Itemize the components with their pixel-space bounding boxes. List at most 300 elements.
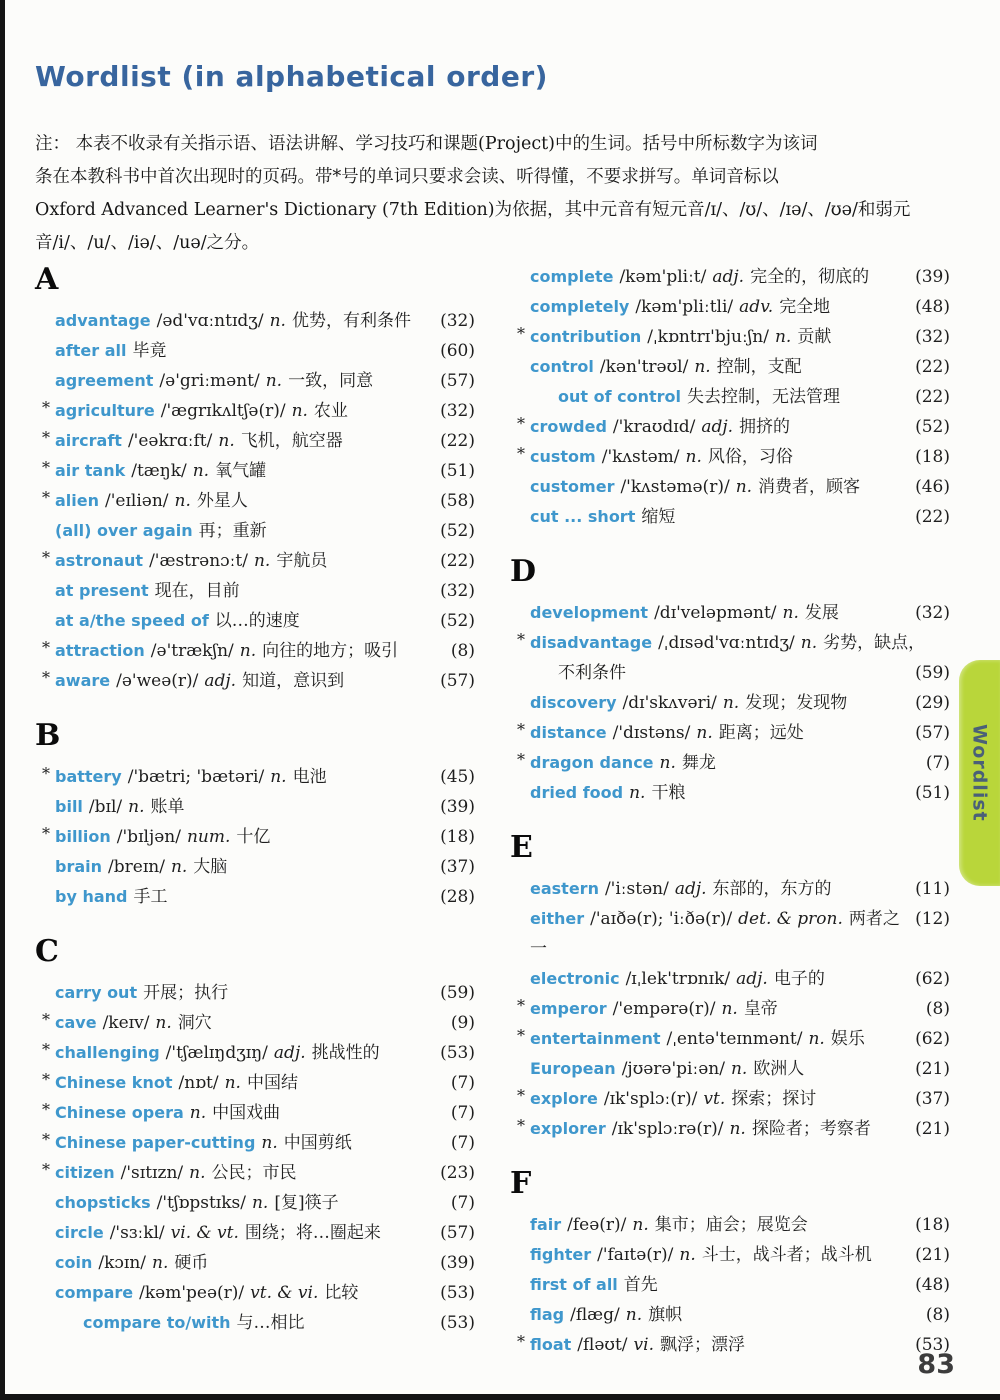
entry-word: battery (55, 767, 122, 786)
entry-word: distance (530, 723, 607, 742)
star-marker: * (517, 720, 525, 739)
entry-page-ref: (22) (915, 387, 950, 407)
note-line: 条在本教科书中首次出现时的页码。带*号的单词只要求会读、听得懂，不要求拼写。单词音标以 (35, 167, 779, 187)
entry-text (530, 1114, 871, 1144)
entry-word: custom (530, 447, 596, 466)
entry-page-ref: (39) (915, 267, 950, 287)
entry-page-ref: (22) (440, 551, 475, 571)
entry-pos: n. (629, 783, 646, 803)
entry-definition: 娱乐 (830, 1029, 865, 1049)
entry-definition: 氧气罐 (215, 461, 267, 481)
wordlist-entry (510, 748, 950, 778)
entry-definition: [复]筷子 (274, 1193, 339, 1213)
right-column (510, 262, 950, 1360)
entry-page-ref: (39) (440, 1253, 475, 1273)
entry-pos: n. (632, 1215, 649, 1235)
entry-pos: n. (270, 767, 287, 787)
entry-phonetic: /ɪk'splɔːrə(r)/ (611, 1119, 724, 1139)
entry-page-ref: (22) (915, 357, 950, 377)
wordlist-entry (510, 1210, 950, 1240)
entry-text (530, 904, 905, 964)
entry-text (55, 882, 167, 912)
entry-definition: 斗士，战斗者；战斗机 (701, 1245, 872, 1265)
entry-phonetic: /ə'trækʃn/ (150, 641, 234, 661)
entry-text (530, 262, 869, 292)
entry-text (530, 442, 793, 472)
star-marker: * (517, 1116, 525, 1135)
wordlist-entry (35, 1248, 475, 1278)
entry-word: by hand (55, 887, 128, 906)
entry-pos: n. (218, 431, 235, 451)
entry-text (530, 1054, 804, 1084)
entry-text (530, 778, 685, 808)
entry-page-ref: (62) (915, 1029, 950, 1049)
wordlist-entry (510, 718, 950, 748)
entry-word: carry out (55, 983, 138, 1002)
entry-word: control (530, 357, 594, 376)
entry-definition: 现在，目前 (154, 581, 240, 601)
entry-text (55, 822, 270, 852)
entry-page-ref: (53) (440, 1313, 475, 1333)
entry-text (530, 1300, 682, 1330)
wordlist-entry (35, 978, 475, 1008)
entry-text (55, 1158, 296, 1188)
wordlist-entry (35, 426, 475, 456)
wordlist-entry (510, 658, 950, 688)
entry-word: cut ... short (530, 507, 636, 526)
entry-phonetic: /dɪ'veləpmənt/ (654, 603, 777, 623)
wordlist-entry (510, 352, 950, 382)
entry-word: explorer (530, 1119, 606, 1138)
entry-definition: 风俗，习俗 (707, 447, 793, 467)
entry-pos: n. (735, 477, 753, 497)
entry-pos: n. (694, 357, 711, 377)
entry-definition: 飘浮；漂浮 (659, 1335, 745, 1355)
entry-phonetic: /feə(r)/ (567, 1215, 627, 1235)
entry-word: dragon dance (530, 753, 654, 772)
entry-phonetic: /ˌentə'teɪnmənt/ (666, 1029, 803, 1049)
entry-word: advantage (55, 311, 151, 330)
section-header-d: D (510, 554, 537, 589)
entry-text (55, 516, 267, 546)
entry-definition: 东部的，东方的 (712, 879, 832, 899)
entry-word: agriculture (55, 401, 155, 420)
entry-definition: 控制，支配 (716, 357, 802, 377)
entry-word: astronaut (55, 551, 144, 570)
entry-phonetic: /jʊərə'piːən/ (621, 1059, 725, 1079)
entry-page-ref: (32) (440, 581, 475, 601)
entry-pos: det. & pron. (738, 909, 843, 929)
entry-page-ref: (62) (915, 969, 950, 989)
wordlist-entry (35, 1158, 475, 1188)
entry-pos: vi. (633, 1335, 654, 1355)
entry-pos: n. (685, 447, 702, 467)
entry-text (55, 426, 343, 456)
entry-word: contribution (530, 327, 642, 346)
entry-definition: 缩短 (641, 507, 676, 527)
entry-pos: n. (189, 1103, 207, 1123)
entry-page-ref: (53) (440, 1283, 475, 1303)
entry-pos: n. (253, 551, 271, 571)
entry-text (530, 1210, 808, 1240)
wordlist-entry (510, 292, 950, 322)
left-column (35, 262, 475, 1360)
entry-word: billion (55, 827, 111, 846)
entry-phonetic: /keɪv/ (102, 1013, 150, 1033)
entry-word: citizen (55, 1163, 115, 1182)
wordlist-entry (510, 262, 950, 292)
entry-definition: 外星人 (196, 491, 248, 511)
wordlist-entry (35, 1098, 475, 1128)
entry-definition: 消费者，顾客 (758, 477, 861, 497)
wordlist-entry (35, 516, 475, 546)
star-marker: * (517, 750, 525, 769)
entry-definition: 舞龙 (681, 753, 716, 773)
entry-page-ref: (29) (915, 693, 950, 713)
entry-word: entertainment (530, 1029, 661, 1048)
entry-definition: 旗帜 (648, 1305, 683, 1325)
entry-word: compare to/with (83, 1313, 231, 1332)
entry-phonetic: /breɪn/ (108, 857, 165, 877)
entry-page-ref: (7) (450, 1193, 475, 1213)
wordlist-entry (510, 904, 950, 964)
entry-page-ref: (32) (915, 603, 950, 623)
entry-definition: 发展 (804, 603, 839, 623)
entry-page-ref: (11) (915, 879, 950, 899)
entry-phonetic: /'faɪtə(r)/ (597, 1245, 674, 1265)
entry-word: agreement (55, 371, 154, 390)
entry-word: fair (530, 1215, 562, 1234)
entry-text (55, 336, 166, 366)
entry-pos: adj. (712, 267, 745, 287)
entry-word: air tank (55, 461, 126, 480)
entry-phonetic: /kɔɪn/ (98, 1253, 147, 1273)
entry-text (558, 658, 626, 688)
entry-word: challenging (55, 1043, 160, 1062)
wordlist-entry (510, 1084, 950, 1114)
entry-page-ref: (32) (440, 401, 475, 421)
entry-phonetic: /tæŋk/ (131, 461, 187, 481)
entry-definition: 中国戏曲 (212, 1103, 281, 1123)
wordlist-entry (510, 598, 950, 628)
entry-definition: 不利条件 (558, 663, 626, 683)
entry-pos: n. (679, 1245, 696, 1265)
entry-word: attraction (55, 641, 145, 660)
entry-pos: adj. (701, 417, 734, 437)
entry-phonetic: /ˌkɒntrɪ'bjuːʃn/ (647, 327, 769, 347)
star-marker: * (42, 548, 50, 567)
wordlist-entry (35, 456, 475, 486)
entry-phonetic: /'ægrɪkʌltʃə(r)/ (160, 401, 286, 421)
entry-page-ref: (7) (450, 1073, 475, 1093)
entry-word: (all) over again (55, 521, 193, 540)
entry-phonetic: /kəm'peə(r)/ (139, 1283, 245, 1303)
entry-word: flag (530, 1305, 565, 1324)
side-tab-label: Wordlist (968, 724, 991, 822)
entry-pos: n. (261, 1133, 278, 1153)
entry-page-ref: (8) (925, 1305, 950, 1325)
entry-page-ref: (59) (440, 983, 475, 1003)
section-header-c: C (35, 934, 59, 969)
entry-text (558, 382, 840, 412)
entry-word: cave (55, 1013, 97, 1032)
entry-pos: n. (800, 633, 818, 653)
entry-phonetic: /kəm'pliːt/ (619, 267, 707, 287)
entry-phonetic: /nɒt/ (178, 1073, 219, 1093)
entry-text (83, 1308, 305, 1338)
entry-pos: n. (128, 797, 145, 817)
wordlist-entry (510, 1024, 950, 1054)
entry-page-ref: (60) (440, 341, 475, 361)
entry-pos: n. (239, 641, 257, 661)
entry-pos: adj. (273, 1043, 306, 1063)
entry-definition: 探索；探讨 (731, 1089, 817, 1109)
entry-pos: n. (722, 693, 740, 713)
entry-definition: 十亿 (236, 827, 271, 847)
wordlist-entry (510, 1330, 950, 1360)
entry-word: brain (55, 857, 103, 876)
entry-text (55, 546, 327, 576)
entry-word: bill (55, 797, 83, 816)
star-marker: * (517, 996, 525, 1015)
star-marker: * (42, 488, 50, 507)
entry-phonetic: /dɪ'skʌvəri/ (622, 693, 717, 713)
entry-text (530, 472, 860, 502)
entry-phonetic: /'æstrənɔːt/ (149, 551, 248, 571)
entry-page-ref: (46) (915, 477, 950, 497)
entry-text (55, 1038, 380, 1068)
entry-definition: 大脑 (193, 857, 228, 877)
entry-text (55, 852, 227, 882)
wordlist-entry (35, 1278, 475, 1308)
entry-page-ref: (37) (440, 857, 475, 877)
entry-definition: 比较 (324, 1283, 359, 1303)
wordlist-entry (510, 874, 950, 904)
entry-phonetic: /kəm'pliːtli/ (635, 297, 734, 317)
entry-definition: 干粮 (651, 783, 686, 803)
entry-definition: 中国结 (246, 1073, 298, 1093)
entry-definition: 公民；市民 (211, 1163, 297, 1183)
entry-word: emperor (530, 999, 607, 1018)
entry-definition: 账单 (150, 797, 185, 817)
entry-phonetic: /ə'weə(r)/ (116, 671, 199, 691)
wordlist-entry (35, 852, 475, 882)
entry-pos: vi. & vt. (170, 1223, 239, 1243)
entry-page-ref: (7) (925, 753, 950, 773)
star-marker: * (517, 1086, 525, 1105)
entry-definition: 距离；远处 (718, 723, 804, 743)
entry-text (55, 1188, 339, 1218)
entry-text (55, 636, 398, 666)
entry-text (530, 748, 716, 778)
entry-pos: n. (696, 723, 713, 743)
entry-page-ref: (53) (915, 1335, 950, 1355)
entry-definition: 毕竟 (132, 341, 167, 361)
wordlist-entry (35, 636, 475, 666)
wordlist-entry (35, 576, 475, 606)
wordlist-entry (35, 546, 475, 576)
entry-definition: 探险者；考察者 (751, 1119, 871, 1139)
star-marker: * (42, 764, 50, 783)
entry-phonetic: /ɪˌlek'trɒnɪk/ (625, 969, 731, 989)
entry-definition: 挑战性的 (311, 1043, 380, 1063)
entry-phonetic: /'kʌstəm/ (601, 447, 680, 467)
entry-pos: num. (186, 827, 231, 847)
entry-phonetic: /'aɪðə(r); 'iːðə(r)/ (590, 909, 733, 929)
entry-phonetic: /əd'vɑːntɪdʒ/ (156, 311, 264, 331)
star-marker: * (42, 1100, 50, 1119)
page-title: Wordlist (in alphabetical order) (35, 60, 548, 93)
entry-phonetic: /'bætri; 'bætəri/ (127, 767, 265, 787)
entry-text (55, 666, 344, 696)
entry-page-ref: (21) (915, 1245, 950, 1265)
entry-text (55, 1098, 280, 1128)
entry-phonetic: /fləʊt/ (577, 1335, 628, 1355)
entry-page-ref: (18) (915, 1215, 950, 1235)
entry-word: Chinese opera (55, 1103, 184, 1122)
entry-text (530, 1330, 745, 1360)
entry-pos: adv. (739, 297, 774, 317)
entry-page-ref: (9) (450, 1013, 475, 1033)
entry-page-ref: (48) (915, 297, 950, 317)
wordlist-columns (35, 262, 950, 1360)
entry-definition: 手工 (133, 887, 168, 907)
entry-definition: 向往的地方；吸引 (262, 641, 399, 661)
entry-text (530, 688, 847, 718)
entry-word: aware (55, 671, 111, 690)
entry-text (530, 352, 802, 382)
entry-definition: 劣势，缺点， (823, 633, 926, 653)
entry-phonetic: /'tʃælɪŋdʒɪŋ/ (165, 1043, 268, 1063)
star-marker: * (42, 668, 50, 687)
section-header-b: B (35, 718, 61, 753)
wordlist-entry (35, 1008, 475, 1038)
entry-word: coin (55, 1253, 93, 1272)
entry-word: alien (55, 491, 100, 510)
wordlist-entry (510, 442, 950, 472)
entry-phonetic: /'sɜːkl/ (109, 1223, 165, 1243)
wordlist-entry (35, 336, 475, 366)
entry-phonetic: /bɪl/ (88, 797, 123, 817)
wordlist-entry (510, 778, 950, 808)
entry-text (55, 486, 248, 516)
wordlist-side-tab (959, 660, 1000, 886)
entry-definition: 开展；执行 (143, 983, 229, 1003)
entry-word: eastern (530, 879, 599, 898)
entry-word: completely (530, 297, 630, 316)
wordlist-entry (35, 1218, 475, 1248)
entry-phonetic: /'eɪliən/ (105, 491, 169, 511)
entry-pos: n. (269, 311, 286, 331)
wordlist-entry (510, 1270, 950, 1300)
entry-page-ref: (51) (915, 783, 950, 803)
wordlist-entry (510, 472, 950, 502)
entry-definition: 完全地 (779, 297, 831, 317)
star-marker: * (42, 428, 50, 447)
star-marker: * (42, 1130, 50, 1149)
entry-definition: 以…的速度 (214, 611, 300, 631)
entry-phonetic: /'sɪtɪzn/ (120, 1163, 184, 1183)
note-line: 注： 本表不收录有关指示语、语法讲解、学习技巧和课题(Project)中的生词。括号中所标数字为该词 (35, 134, 818, 154)
entry-definition: 欧洲人 (753, 1059, 805, 1079)
wordlist-entry (35, 396, 475, 426)
entry-pos: n. (659, 753, 676, 773)
entry-word: customer (530, 477, 615, 496)
entry-page-ref: (32) (915, 327, 950, 347)
wordlist-entry (510, 1240, 950, 1270)
entry-text (55, 1128, 352, 1158)
entry-definition: 一致，同意 (288, 371, 374, 391)
entry-text (530, 964, 825, 994)
entry-text (55, 396, 348, 426)
entry-word: crowded (530, 417, 607, 436)
entry-text (55, 1068, 298, 1098)
note-line: Oxford Advanced Learner's Dictionary (7th Edition)为依据，其中元音有短元音/ɪ/、/ʊ/、/ɪə/、/ʊə/和弱元 (35, 200, 911, 220)
entry-word: circle (55, 1223, 104, 1242)
star-marker: * (517, 444, 525, 463)
entry-page-ref: (57) (440, 1223, 475, 1243)
entry-phonetic: /'tʃɒpstɪks/ (156, 1193, 246, 1213)
entry-word: European (530, 1059, 616, 1078)
entry-page-ref: (57) (440, 671, 475, 691)
entry-text (530, 874, 832, 904)
entry-pos: n. (170, 857, 188, 877)
wordlist-entry (510, 1300, 950, 1330)
entry-page-ref: (22) (915, 507, 950, 527)
wordlist-entry (35, 822, 475, 852)
star-marker: * (517, 1026, 525, 1045)
entry-pos: adj. (674, 879, 707, 899)
entry-page-ref: (53) (440, 1043, 475, 1063)
entry-page-ref: (37) (915, 1089, 950, 1109)
entry-pos: adj. (204, 671, 237, 691)
entry-pos: n. (192, 461, 210, 481)
star-marker: * (42, 1040, 50, 1059)
entry-phonetic: /'dɪstəns/ (612, 723, 691, 743)
entry-text (55, 366, 373, 396)
entry-phonetic: /'kraʊdɪd/ (612, 417, 696, 437)
entry-text (55, 306, 411, 336)
entry-text (55, 978, 228, 1008)
entry-phonetic: /ˌdɪsəd'vɑːntɪdʒ/ (658, 633, 795, 653)
entry-text (55, 456, 266, 486)
wordlist-entry (510, 1054, 950, 1084)
star-marker: * (42, 824, 50, 843)
entry-text (530, 1240, 872, 1270)
entry-phonetic: /'eəkrɑːft/ (127, 431, 213, 451)
entry-pos: n. (155, 1013, 172, 1033)
entry-word: out of control (558, 387, 682, 406)
page-number: 83 (917, 1349, 955, 1380)
entry-word: first of all (530, 1275, 618, 1294)
entry-pos: n. (174, 491, 191, 511)
wordlist-entry (35, 666, 475, 696)
entry-page-ref: (32) (440, 311, 475, 331)
entry-word: compare (55, 1283, 134, 1302)
entry-word: complete (530, 267, 614, 286)
entry-pos: n. (625, 1305, 643, 1325)
entry-page-ref: (45) (440, 767, 475, 787)
entry-word: explore (530, 1089, 598, 1108)
entry-word: discovery (530, 693, 617, 712)
wordlist-entry (35, 606, 475, 636)
section-header-f: F (510, 1166, 532, 1201)
entry-definition: 飞机，航空器 (240, 431, 343, 451)
entry-text (530, 322, 831, 352)
entry-pos: vt. & vi. (250, 1283, 319, 1303)
entry-text (55, 762, 327, 792)
entry-definition: 洞穴 (177, 1013, 212, 1033)
